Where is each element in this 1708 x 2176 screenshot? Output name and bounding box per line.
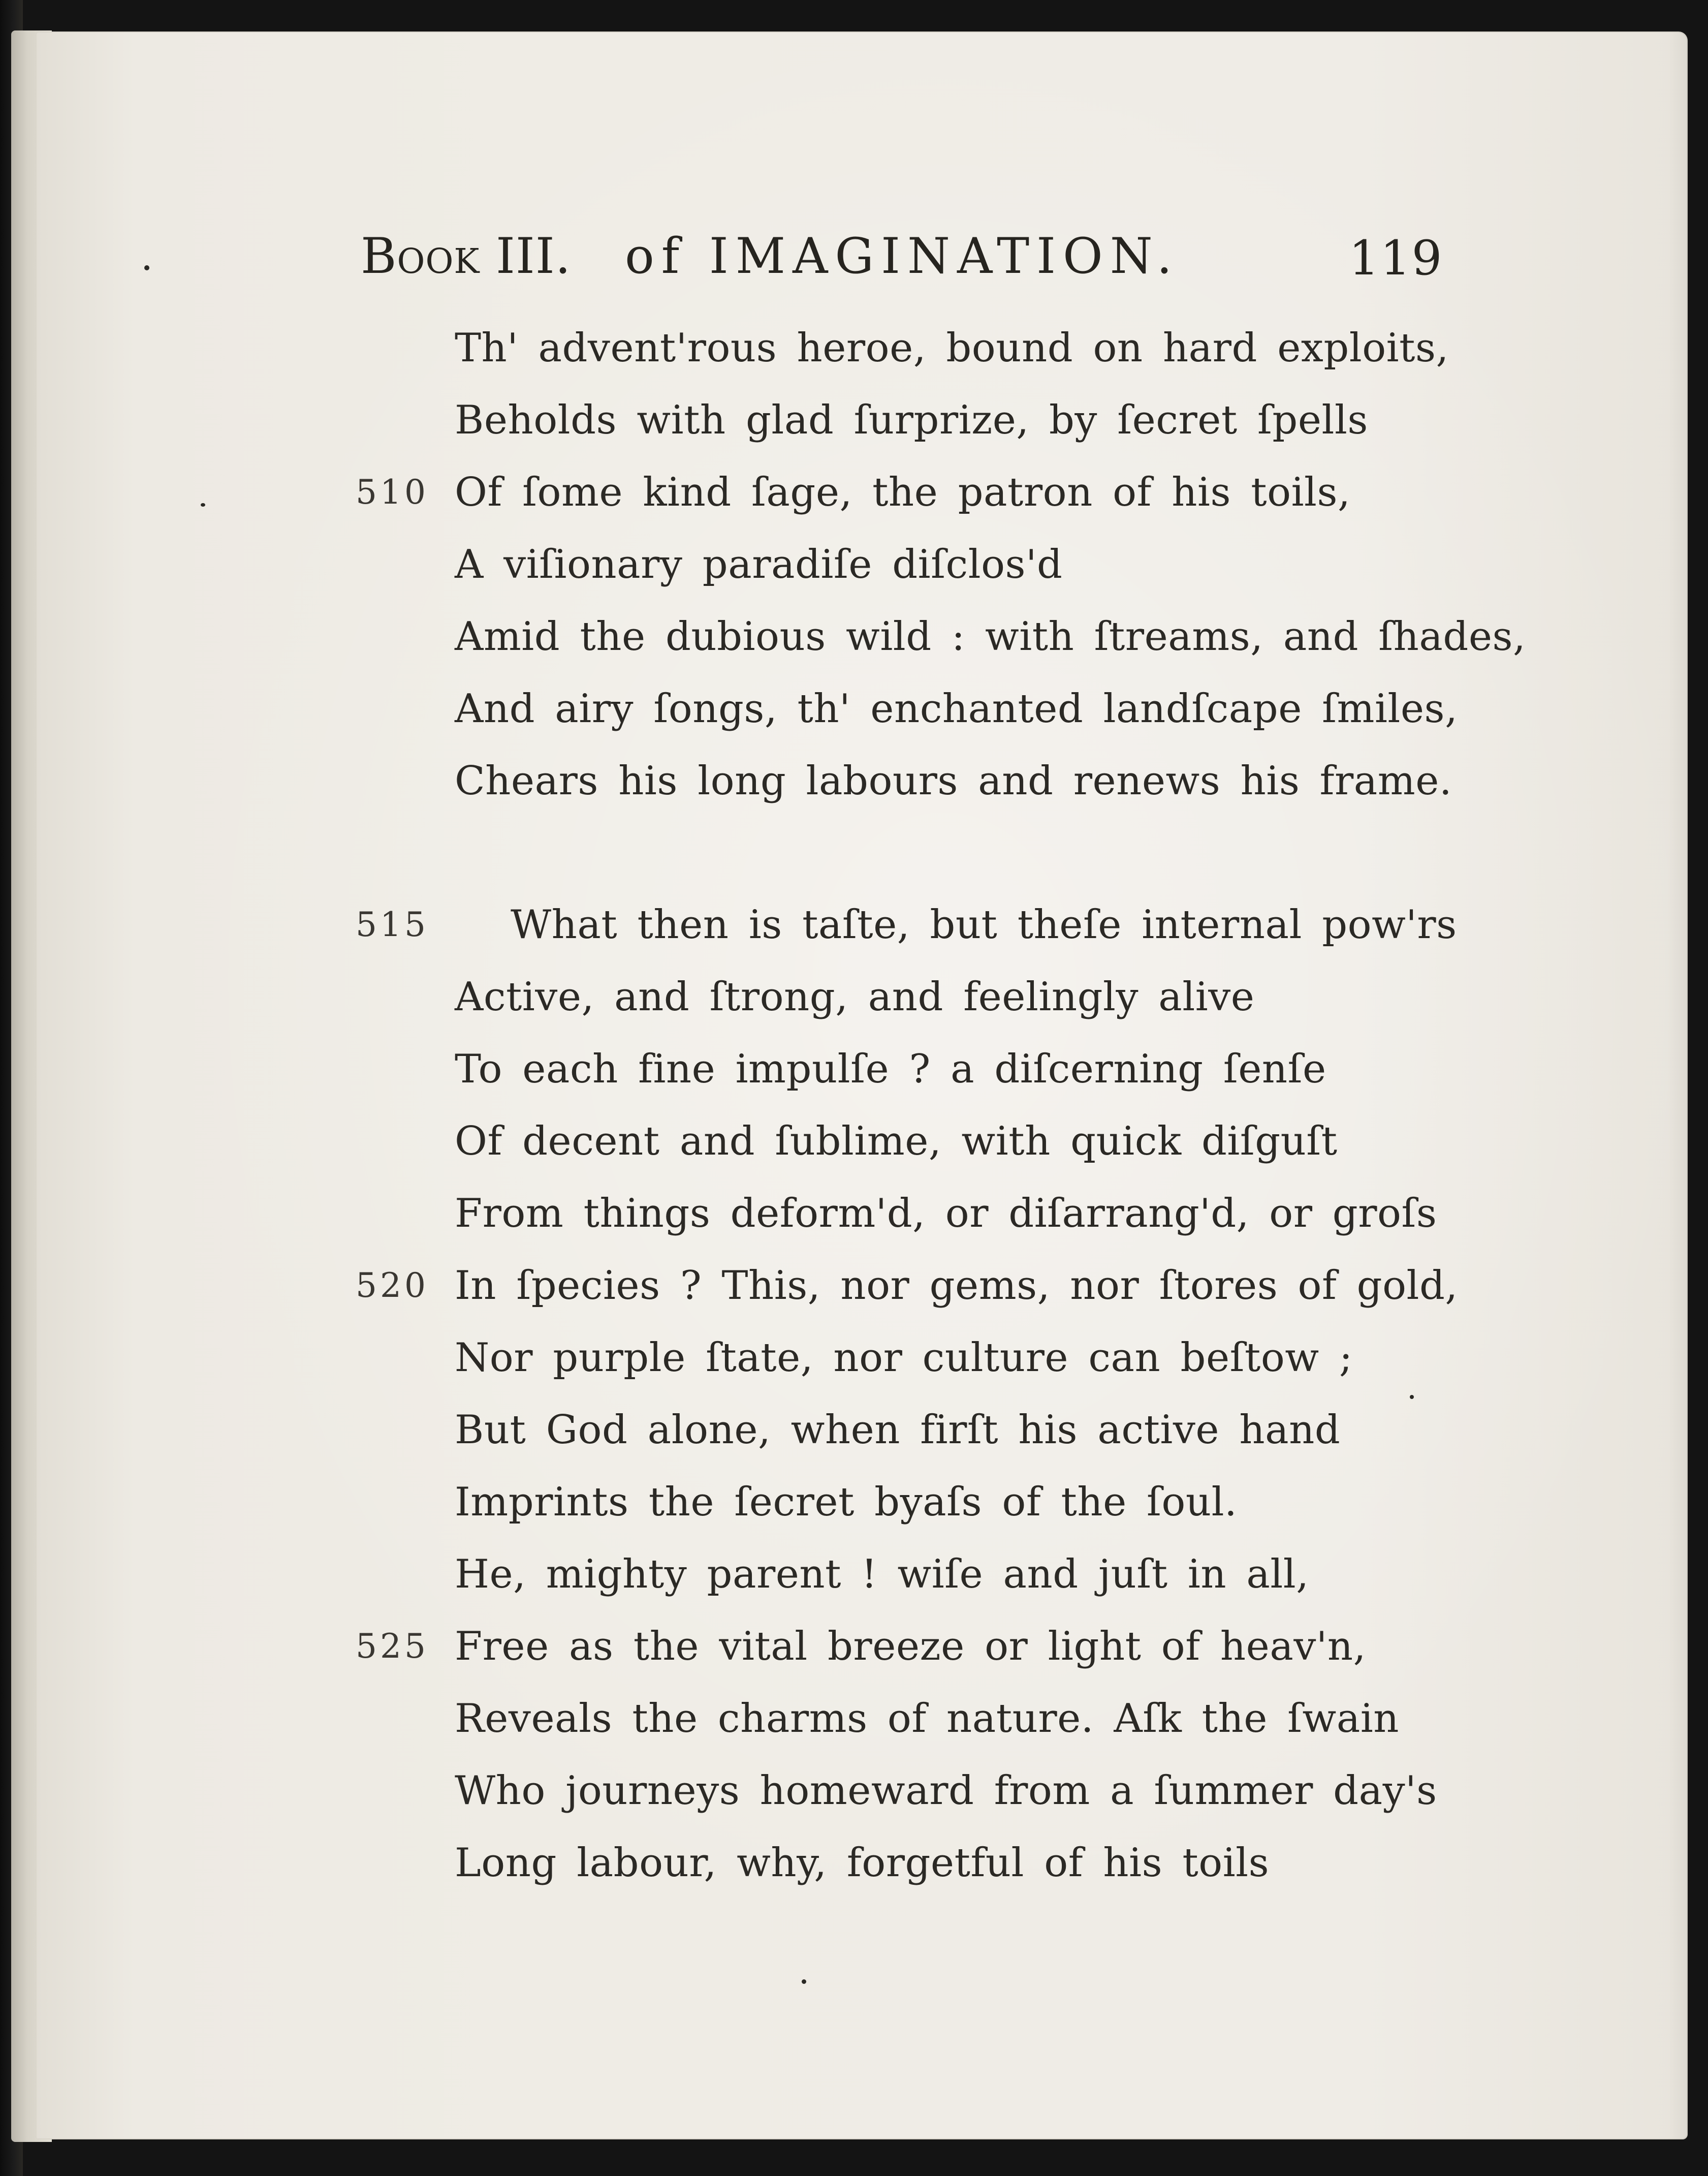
verse-text: Beholds with glad ſurprize, by ſecret ſpells xyxy=(455,397,1368,443)
verse-text: Long labour, why, forgetful of his toils xyxy=(455,1840,1270,1886)
verse-line xyxy=(356,902,1457,958)
verse-text: He, mighty parent ! wiſe and juſt in all, xyxy=(455,1551,1309,1597)
verse-text: Amid the dubious wild : with ſtreams, and ſhades, xyxy=(455,614,1526,660)
verse-line xyxy=(356,1407,1422,1463)
ink-speck xyxy=(1410,1395,1414,1399)
verse-text: But God alone, when firſt his active hand xyxy=(455,1407,1341,1453)
line-number: 510 xyxy=(356,473,429,512)
line-number: 520 xyxy=(356,1266,429,1305)
verse-line xyxy=(356,1696,1422,1752)
verse-line xyxy=(356,325,1449,381)
verse-line xyxy=(356,1551,1422,1607)
poem-text xyxy=(356,325,1526,1926)
verse-line xyxy=(356,1263,1458,1319)
verse-text: Reveals the charms of nature. Aſk the ſwain xyxy=(455,1696,1399,1742)
running-header xyxy=(361,224,1448,300)
verse-line xyxy=(356,614,1526,670)
verse-text: Chears his long labours and renews his frame. xyxy=(455,758,1452,804)
verse-line xyxy=(356,758,1452,814)
verse-text: From things deform'd, or diſarrang'd, or groſs xyxy=(455,1191,1437,1236)
verse-line xyxy=(356,1624,1422,1680)
verse-text: Of ſome kind ſage, the patron of his toils, xyxy=(455,470,1351,515)
verse-line xyxy=(356,397,1422,453)
book-label: Book III. xyxy=(361,228,572,285)
verse-text: Of decent and ſublime, with quick diſguſt xyxy=(455,1118,1338,1164)
verse-line xyxy=(356,1768,1437,1824)
ink-speck xyxy=(144,265,149,270)
verse-line xyxy=(356,1118,1422,1174)
verse-text: Who journeys homeward from a ſummer day's xyxy=(455,1768,1437,1814)
verse-text: And airy ſongs, th' enchanted landſcape ſmiles, xyxy=(455,686,1458,732)
running-title: of IMAGINATION. xyxy=(625,228,1180,285)
page-shading xyxy=(1667,32,1688,2139)
line-number: 515 xyxy=(356,905,429,944)
verse-text: A viſionary paradiſe diſclos'd xyxy=(455,542,1063,587)
verse-line xyxy=(356,470,1422,525)
verse-line xyxy=(356,1840,1422,1896)
ink-speck xyxy=(802,1979,806,1984)
page-number: 119 xyxy=(1349,231,1443,286)
verse-text: Th' advent'rous heroe, bound on hard exploits, xyxy=(455,325,1449,371)
verse-line xyxy=(356,1479,1422,1535)
verse-line xyxy=(356,1046,1422,1102)
verse-text: To each fine impulſe ? a diſcerning ſenſe xyxy=(455,1046,1326,1092)
verse-line xyxy=(356,542,1422,598)
verse-text: Active, and ſtrong, and feelingly alive xyxy=(455,974,1255,1020)
verse-line xyxy=(356,686,1458,742)
ink-speck xyxy=(201,503,205,507)
verse-line xyxy=(356,1191,1437,1247)
verse-text: In ſpecies ? This, nor gems, nor ſtores of gold, xyxy=(455,1263,1458,1309)
verse-text: Nor purple ſtate, nor culture can beſtow ; xyxy=(455,1335,1353,1381)
verse-text: Imprints the ſecret byaſs of the ſoul. xyxy=(455,1479,1238,1525)
verse-text: What then is taſte, but theſe internal pow'rs xyxy=(511,902,1457,948)
verse-line xyxy=(356,974,1422,1030)
line-number: 525 xyxy=(356,1627,429,1666)
verse-line xyxy=(356,1335,1422,1391)
verse-text: Free as the vital breeze or light of heav'n, xyxy=(455,1624,1366,1669)
